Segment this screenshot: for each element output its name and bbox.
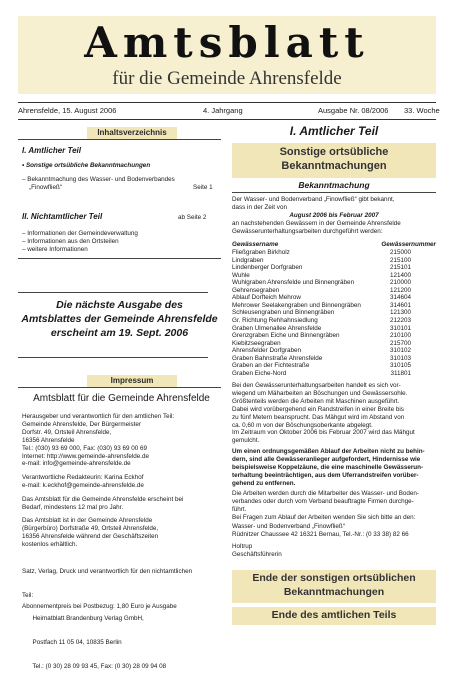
masthead [18,16,436,94]
volume: 4. Jahrgang [203,106,243,115]
impressum-printer [22,552,192,679]
section-title-box [232,143,436,178]
col-header-name: Gewässername [232,241,279,248]
water-name: Lindgraben [232,256,264,264]
toc-rule [18,139,221,140]
toc-part2-item: – Informationen aus den Ortsteilen [22,238,119,245]
text-line: gehend zu entfernen. [232,479,296,487]
impressum-line: 16356 Ahrensfelde während der Geschäftszeiten [22,532,159,540]
impressum-line: Heimatblatt Brandenburg Verlag GmbH, [22,615,144,623]
water-name: Wuhle [232,271,250,279]
text-line: Die Arbeiten werden durch die Mitarbeiter des Wasser- und Boden- [232,490,420,497]
impressum-line: Gemeinde Ahrensfelde, Der Bürgermeister [22,420,141,428]
impressum-frequency [22,496,183,512]
impressum-line: Das Amtsblatt für die Gemeinde Ahrensfelde erscheint bei [22,496,184,503]
water-number: 310103 [389,354,411,362]
table-row [232,294,436,302]
next-issue-line2: Amtsblattes der Gemeinde Ahrensfelde [21,313,218,325]
top-rule [18,102,436,103]
contact-intro [232,490,436,522]
table-row [232,257,436,265]
impressum-line: Verantwortliche Redakteurin: Karina Eckhof [22,474,144,481]
toc-item-line1: – Bekanntmachung des Wasser- und Bodenverbandes [22,176,175,183]
water-number: 121200 [389,286,411,294]
intro-text-2 [232,220,436,236]
work-description [232,382,436,445]
text-line: Dabei wird vorübergehend ein Randstreifen in einer Breite bis [232,405,404,413]
text-line: Der Wasser- und Bodenverband „Finowfließ“ gibt bekannt, [232,196,395,203]
impressum-line: Bedarf, mindestens 12 mal pro Jahr. [22,503,124,511]
table-row [232,347,436,355]
water-name: Wuhlgraben Ahrensfelde und Binnengräben [232,279,355,287]
info-bar [18,105,440,117]
text-line: führt. [232,505,247,513]
water-name: Schleusengraben und Binnengräben [232,309,335,317]
impressum-line: Das Amtsblatt ist in der Gemeinde Ahrensfelde [22,517,153,524]
table-row [232,287,436,295]
signature [232,543,436,559]
impressum-email: e-mail: info@gemeinde-ahrensfelde.de [22,460,131,468]
table-row [232,340,436,348]
table-row [232,272,436,280]
toc-part2-page: ab Seite 2 [178,214,207,221]
water-number: 314604 [389,294,411,302]
end-announcements-line2: Bekanntmachungen [283,586,385,598]
toc-part1-bullet: • Sonstige ortsübliche Bekanntmachungen [22,162,151,169]
toc-part1-title: I. Amtlicher Teil [22,146,81,155]
water-number: 314601 [389,301,411,309]
impressum-publisher [22,413,174,468]
water-name: Graben Eiche-Nord [232,369,287,377]
text-line: beispielsweise Koppelzäune, die eine maschinelle Gewässerun- [232,463,424,471]
table-row [232,355,436,363]
table-row [232,362,436,370]
text-line: Bei den Gewässerunterhaltungsarbeiten handelt es sich vor- [232,382,401,389]
text-line: ca. 0,60 m von der Böschungsoberkante abgelegt. [232,421,373,429]
impressum-line: Dorfstr. 49, Ortsteil Ahrensfelde, [22,428,112,436]
table-row [232,325,436,333]
next-issue-box [18,298,221,340]
contact-address [232,523,436,539]
toc-header: Inhaltsverzeichnis [87,127,177,139]
text-line: wiegend um Mäharbeiten an Böschungen und Gewässersohle. [232,389,408,397]
text-line: zu fünf Metern beansprucht. Das Mähgut wird im Abstand von [232,413,405,421]
water-number: 215700 [389,339,411,347]
week: 33. Woche [404,106,440,115]
toc-item-page: Seite 1 [193,184,213,191]
impressum-rule [18,387,221,388]
water-number: 121300 [389,309,411,317]
text-line: verbandes oder durch vom Verband beauftragte Firmen durchge- [232,497,414,505]
toc-part2-item: – weitere Informationen [22,246,88,253]
next-issue-rule-top [18,292,208,293]
end-announcements-line1: Ende der sonstigen ortsüblichen [252,572,416,584]
col-header-number: Gewässernummer [381,241,436,248]
text-line: terhaltung beeinträchtigen, aus dem Uferrandstreifen vorüber- [232,471,419,479]
section-title-line2: Bekanntmachungen [281,160,387,172]
signature-name: Holtrup [232,543,253,550]
impressum-editor [22,474,144,490]
table-row [232,249,436,257]
next-issue-line1: Die nächste Ausgabe des [56,299,183,311]
masthead-subtitle: für die Gemeinde Ahrensfelde [112,68,342,89]
water-name: Gehrensegraben [232,286,280,294]
end-official-box [232,607,436,625]
impressum-availability [22,517,158,549]
text-line: Bei Fragen zum Ablauf der Arbeiten wenden Sie sich bitte an den: [232,513,416,521]
impressum-title: Amtsblatt für die Gemeinde Ahrensfelde [33,393,210,404]
water-name: Fließgraben Birkholz [232,249,290,256]
text-line: Im Zeitraum von Oktober 2006 bis Februar 2007 wird das Mähgut [232,429,415,437]
section-title-line1: Sonstige ortsübliche [279,146,389,158]
toc-item-line2: „Finowfließ“ [29,184,62,191]
impressum-line: Tel.: (030) 93 69 000, Fax: (030) 93 69 00 69 [22,444,147,452]
impressum-line: Postfach 11 05 04, 10835 Berlin [22,638,122,646]
text-line: Wasser- und Bodenverband „Finowfließ“ [232,523,345,530]
water-number: 311801 [390,369,411,377]
water-name: Graben an der Fichtestraße [232,362,310,370]
water-number: 121400 [389,271,411,279]
text-line: Gewässerunterhaltungsarbeiten durchgeführt werden: [232,227,383,235]
water-name: Mehrower Seelakengraben und Binnengräben [232,301,361,309]
table-row [232,309,436,317]
water-number: 212203 [389,316,411,324]
intro-text [232,196,436,212]
text-line: dass in der Zeit von [232,203,287,211]
toc-part2-title: II. Nichtamtlicher Teil [22,212,103,221]
impressum-line: (Bürgerbüro) Dorfstraße 49, Ortsteil Ahrensfelde, [22,524,159,532]
part1-heading: I. Amtlicher Teil [289,124,379,138]
work-period: August 2006 bis Februar 2007 [289,212,379,219]
impressum-line: Tel.: (0 30) 28 09 93 45, Fax: (0 30) 28 09 94 08 [22,662,167,670]
toc-bottom-rule [18,258,221,259]
table-row [232,332,436,340]
text-line: an nachstehenden Gewässern in der Gemeinde Ahrensfelde [232,220,401,227]
toc-part2-item: – Informationen der Gemeindeverwaltung [22,230,138,237]
subsection-title: Bekanntmachung [298,180,370,190]
impressum-price: Abonnementpreis bei Postbezug: 1,80 Euro je Ausgabe [22,603,177,610]
issue-number: Ausgabe Nr. 08/2006 [318,106,389,115]
table-header [232,241,436,249]
impressum-email: e-mail: k.eckhof@gemeinde-ahrensfelde.de [22,481,144,489]
notice-text [232,448,436,488]
text-line: dern, sind alle Gewässeranlieger aufgefordert, Hindernisse wie [232,455,421,463]
water-name: Lindenberger Dorfgraben [232,264,303,272]
impressum-line: 16356 Ahrensfelde [22,436,75,444]
text-line: gemulcht. [232,437,260,445]
water-number: 215100 [389,256,411,264]
water-name: Graben Bahnstraße Ahrensfelde [232,354,323,362]
water-number: 210000 [389,279,411,287]
water-number: 215101 [389,264,411,272]
subsection-rule [232,192,436,193]
impressum-line: kostenlos erhältlich. [22,540,78,548]
next-issue-line3: erscheint am 19. Sept. 2006 [50,327,189,339]
table-row [232,370,436,378]
impressum-website: Internet: http://www.gemeinde-ahrensfelde.de [22,452,150,460]
signature-role: Geschäftsführerin [232,550,282,558]
text-line: Um einen ordnungsgemäßen Ablauf der Arbeiten nicht zu behin- [232,448,425,455]
end-announcements-box [232,570,436,603]
water-number: 215000 [389,249,411,256]
water-number: 310102 [389,347,411,355]
masthead-title: Amtsblatt [84,18,370,67]
impressum-line: Teil: [22,591,34,599]
text-line: Größtenteils werden die Arbeiten mit Maschinen ausgeführt. [232,397,400,405]
table-row [232,264,436,272]
water-name: Ahrensfelder Dorfgraben [232,347,301,355]
water-name: Grenzgraben Eiche und Binnengräben [232,332,340,340]
water-number: 310105 [389,362,411,370]
table-row [232,302,436,310]
table-row [232,279,436,287]
water-name: Graben Ulmenallee Ahrensfelde [232,324,322,332]
water-number: 310101 [389,324,411,332]
table-row [232,317,436,325]
impressum-line: Satz, Verlag, Druck und verantwortlich für den nichtamtlichen [22,567,193,575]
water-name: Ablauf Dorfteich Mehrow [232,294,301,302]
end-official-part: Ende des amtlichen Teils [271,609,397,621]
info-rule [18,119,436,120]
water-number: 210100 [389,332,411,340]
text-line: Rüdnitzer Chaussee 42 16321 Bernau, Tel.-Nr.: (0 33 38) 82 66 [232,530,409,538]
next-issue-rule-bottom [18,357,208,358]
water-name: Kiebitzseegraben [232,339,281,347]
impressum-header: Impressum [87,375,177,387]
water-name: Gr. Richtung Rehhahnsiedlung [232,316,318,324]
impressum-line: Herausgeber und verantwortlich für den amtlichen Teil: [22,413,175,420]
place-date: Ahrensfelde, 15. August 2006 [18,106,117,115]
